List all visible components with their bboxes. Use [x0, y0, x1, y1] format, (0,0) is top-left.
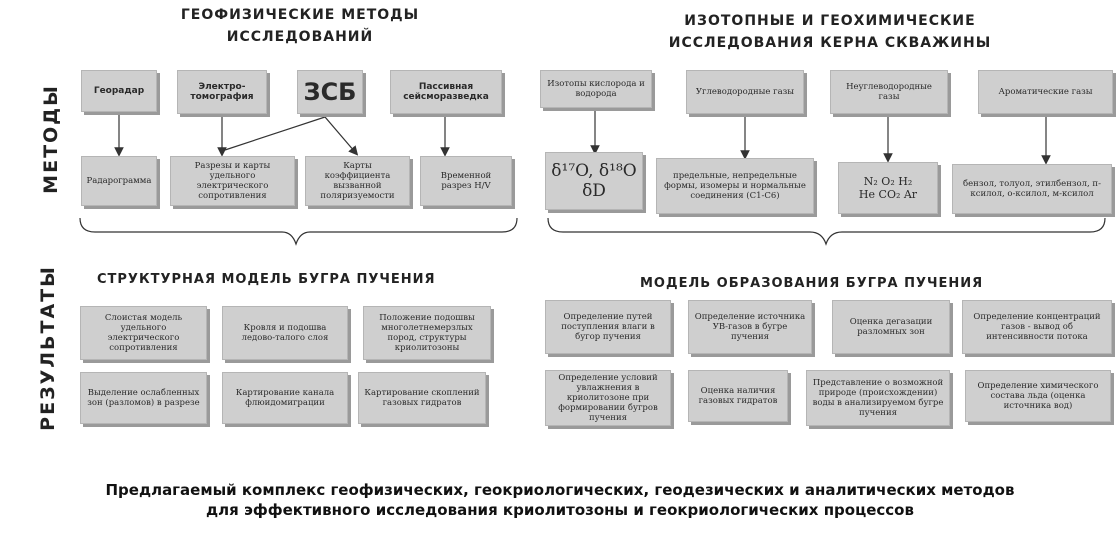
result-fluid-channel: Картирование канала флюидомиграции: [222, 372, 348, 424]
nonhydro-line-2: He CO₂ Ar: [858, 188, 918, 201]
result-water-origin: Представление о возможной природе (происхождении) воды в анализируемом бугре пучения: [806, 370, 950, 426]
result-moisture-conditions: Определение условий увлажнения в криолитозоне при формировании бугров пучения: [545, 370, 671, 426]
result-active-layer: Кровля и подошва ледово-талого слоя: [222, 306, 348, 360]
result-ice-chemistry: Определение химического состава льда (оценка источника вод): [965, 370, 1111, 422]
output-hv-section: Временной разрез H/V: [420, 156, 512, 206]
output-isotopes: [545, 152, 643, 210]
output-hydrocarbons: предельные, непредельные формы, изомеры и нормальные соединения (C1-C6): [656, 158, 814, 214]
result-gas-concentration: Определение концентраций газов - вывод об интенсивности потока: [962, 300, 1112, 354]
nonhydro-line-1: N₂ O₂ H₂: [863, 175, 913, 188]
method-nonhydrocarbon-gases: Неуглеводородные газы: [830, 70, 948, 114]
result-resistivity-model: Слоистая модель удельного электрического сопротивления: [80, 306, 207, 360]
output-polarization: Карты коэффициента вызванной поляризуемости: [305, 156, 410, 206]
isotopes-line-1: δ¹⁷O, δ¹⁸O: [551, 161, 637, 181]
method-hydrocarbon-gases: Углеводородные газы: [686, 70, 804, 114]
caption: Предлагаемый комплекс геофизических, геокриологических, геодезических и аналитических методов для эффективного исследования криолитозоны и геокриологических процессов: [105, 481, 1015, 519]
methods-label: МЕТОДЫ: [40, 84, 62, 194]
output-radargram: Радарограмма: [81, 156, 157, 206]
method-zsb: ЗСБ: [297, 70, 363, 114]
result-hydrate-presence: Оценка наличия газовых гидратов: [688, 370, 788, 422]
result-moisture-paths: Определение путей поступления влаги в бугор пучения: [545, 300, 671, 354]
method-georadar: Георадар: [81, 70, 157, 112]
isotope-title: ИЗОТОПНЫЕ И ГЕОХИМИЧЕСКИЕ ИССЛЕДОВАНИЯ КЕРНА СКВАЖИНЫ: [668, 13, 992, 51]
structural-model-title: СТРУКТУРНАЯ МОДЕЛЬ БУГРА ПУЧЕНИЯ: [97, 272, 436, 287]
output-aromatics: бензол, толуол, этилбензол, п-ксилол, о-ксилол, м-ксилол: [952, 164, 1112, 214]
result-fault-degassing: Оценка дегазации разломных зон: [832, 300, 950, 354]
arrow-zsb: [225, 117, 355, 152]
geophysics-title: ГЕОФИЗИЧЕСКИЕ МЕТОДЫ ИССЛЕДОВАНИЙ: [180, 7, 420, 45]
output-nonhydrocarbons: [838, 162, 938, 214]
output-resistivity: Разрезы и карты удельного электрического сопротивления: [170, 156, 295, 206]
result-gas-hydrates: Картирование скоплений газовых гидратов: [358, 372, 486, 424]
method-passive-seismic: Пассивная сейсморазведка: [390, 70, 502, 114]
result-permafrost-base: Положение подошвы многолетнемерзлых пород, структуры криолитозоны: [363, 306, 491, 360]
isotopes-line-2: δD: [582, 181, 606, 201]
method-aromatic-gases: Ароматические газы: [978, 70, 1113, 114]
right-brace: [548, 218, 1105, 244]
left-brace: [80, 218, 517, 244]
result-fault-zones: Выделение ослабленных зон (разломов) в разрезе: [80, 372, 207, 424]
results-label: РЕЗУЛЬТАТЫ: [37, 265, 59, 431]
formation-model-title: МОДЕЛЬ ОБРАЗОВАНИЯ БУГРА ПУЧЕНИЯ: [640, 276, 984, 291]
result-hc-source: Определение источника УВ-газов в бугре пучения: [688, 300, 812, 354]
method-electrotomography: Электро- томография: [177, 70, 267, 114]
method-oxygen-hydrogen-isotopes: Изотопы кислорода и водорода: [540, 70, 652, 108]
